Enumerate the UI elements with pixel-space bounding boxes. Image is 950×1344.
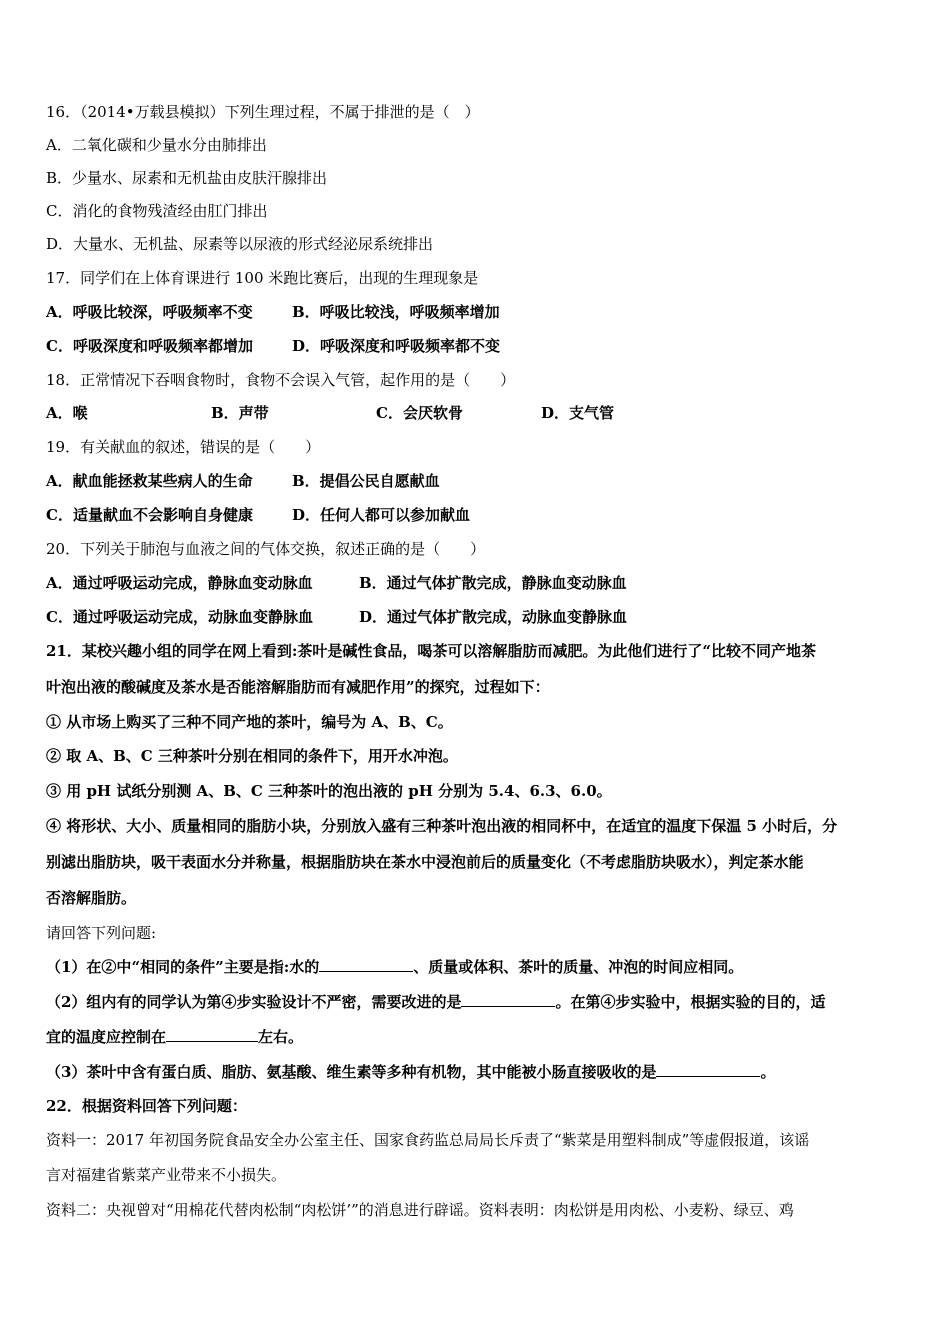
question-21-intro-line-2: 叶泡出液的酸碱度及茶水是否能溶解脂肪而有减肥作用”的探究，过程如下： [46, 678, 550, 696]
question-20-option-a: A．通过呼吸运动完成，静脉血变动脉血 [46, 574, 313, 592]
question-19-stem: 19．有关献血的叙述，错误的是（ ） [46, 438, 321, 456]
question-16-option-d: D．大量水、无机盐、尿素等以尿液的形式经泌尿系统排出 [46, 235, 434, 253]
sub-2-answer-blank-2[interactable] [166, 1027, 258, 1042]
question-20-option-c: C．通过呼吸运动完成，动脉血变静脉血 [46, 608, 313, 626]
question-20-stem: 20．下列关于肺泡与血液之间的气体交换，叙述正确的是（ ） [46, 540, 486, 558]
question-18-stem: 18．正常情况下吞咽食物时，食物不会误入气管，起作用的是（ ） [46, 371, 516, 389]
question-21-step-1: ① 从市场上购买了三种不同产地的茶叶，编号为 A、B、C。 [46, 713, 453, 731]
question-16-option-a: A．二氧化碳和少量水分由肺排出 [46, 136, 267, 154]
question-20-option-b: B．通过气体扩散完成，静脉血变动脉血 [359, 574, 627, 592]
sub-1-answer-blank[interactable] [319, 957, 413, 972]
question-19-option-a: A．献血能拯救某些病人的生命 [46, 472, 253, 490]
question-19-options-row-1 [46, 471, 440, 491]
question-17-option-b: B．呼吸比较浅，呼吸频率增加 [292, 303, 500, 321]
question-17-option-a: A．呼吸比较深，呼吸频率不变 [46, 303, 253, 321]
sub-3-text-b: 。 [760, 1063, 776, 1081]
sub-1-text-a: （1）在②中“相同的条件”主要是指:水的 [46, 958, 320, 976]
question-21-step-2: ② 取 A、B、C 三种茶叶分别在相同的条件下，用开水冲泡。 [46, 747, 458, 765]
sub-2-text-b: 。在第④步实验中，根据实验的目的，适 [555, 993, 826, 1011]
question-21-step-4-line-1: ④ 将形状、大小、质量相同的脂肪小块，分别放入盛有三种茶叶泡出液的相同杯中，在适宜的温度下保温 5 小时后，分 [46, 817, 838, 835]
question-17-options-row-2 [46, 336, 500, 356]
question-20-options-row-2 [46, 607, 627, 627]
question-17-options-row-1 [46, 302, 500, 322]
question-18-option-b: B．声带 [211, 404, 269, 422]
sub-3-answer-blank[interactable] [656, 1062, 760, 1077]
question-17-stem: 17．同学们在上体育课进行 100 米跑比赛后，出现的生理现象是 [46, 269, 479, 287]
question-19-option-d: D．任何人都可以参加献血 [292, 506, 471, 524]
question-21-step-4-line-2: 别滤出脂肪块，吸干表面水分并称量，根据脂肪块在茶水中浸泡前后的质量变化（不考虑脂肪块吸水），判定茶水能 [46, 853, 804, 871]
question-18-option-d: D．支气管 [541, 404, 615, 422]
question-21-sub-2-line-1 [46, 992, 825, 1012]
question-21-step-4-line-3: 否溶解脂肪。 [46, 889, 137, 907]
question-22-material-2-line-1: 资料二：央视曾对“用棉花代替肉松制“肉松饼’”的消息进行辟谣。资料表明：肉松饼是用肉松、小麦粉、绿豆、鸡 [46, 1201, 794, 1219]
question-19-options-row-2 [46, 505, 470, 525]
question-21-intro-line-1: 21．某校兴趣小组的同学在网上看到:茶叶是碱性食品，喝茶可以溶解脂肪而减肥。为此他们进行了“比较不同产地茶 [46, 642, 817, 660]
question-20-options-row-1 [46, 573, 627, 593]
question-17-option-c: C．呼吸深度和呼吸频率都增加 [46, 337, 253, 355]
question-22-material-1-line-1: 资料一：2017 年初国务院食品安全办公室主任、国家食药监总局局长斥责了“紫菜是用塑料制成”等虚假报道，该谣 [46, 1131, 810, 1149]
question-21-sub-3 [46, 1062, 775, 1082]
question-20-option-d: D．通过气体扩散完成，动脉血变静脉血 [359, 608, 628, 626]
sub-2-text-a: （2）组内有的同学认为第④步实验设计不严密，需要改进的是 [46, 993, 462, 1011]
sub-2-answer-blank-1[interactable] [461, 992, 555, 1007]
question-16-stem: 16．（2014•万载县模拟）下列生理过程，不属于排泄的是（ ） [46, 103, 480, 121]
question-21-prompt: 请回答下列问题: [46, 924, 157, 942]
question-21-sub-2-line-2 [46, 1027, 303, 1047]
sub-3-text-a: （3）茶叶中含有蛋白质、脂肪、氨基酸、维生素等多种有机物，其中能被小肠直接吸收的是 [46, 1063, 657, 1081]
question-19-option-c: C．适量献血不会影响自身健康 [46, 506, 253, 524]
question-21-sub-1 [46, 957, 743, 977]
sub-2-text-d: 左右。 [258, 1028, 304, 1046]
sub-2-text-c: 宜的温度应控制在 [46, 1028, 167, 1046]
sub-1-text-b: 、质量或体积、茶叶的质量、冲泡的时间应相同。 [413, 958, 744, 976]
question-16-option-b: B．少量水、尿素和无机盐由皮肤汗腺排出 [46, 169, 328, 187]
question-18-option-c: C．会厌软骨 [376, 404, 463, 422]
question-18-option-a: A．喉 [46, 404, 88, 422]
question-19-option-b: B．提倡公民自愿献血 [292, 472, 440, 490]
question-22-stem: 22．根据资料回答下列问题： [46, 1097, 247, 1115]
question-16-option-c: C．消化的食物残渣经由肛门排出 [46, 202, 268, 220]
question-18-options-row [46, 403, 614, 423]
question-17-option-d: D．呼吸深度和呼吸频率都不变 [292, 337, 501, 355]
question-21-step-3: ③ 用 pH 试纸分别测 A、B、C 三种茶叶的泡出液的 pH 分别为 5.4、6.3、6.0。 [46, 782, 612, 800]
question-22-material-1-line-2: 言对福建省紫菜产业带来不小损失。 [46, 1166, 287, 1184]
